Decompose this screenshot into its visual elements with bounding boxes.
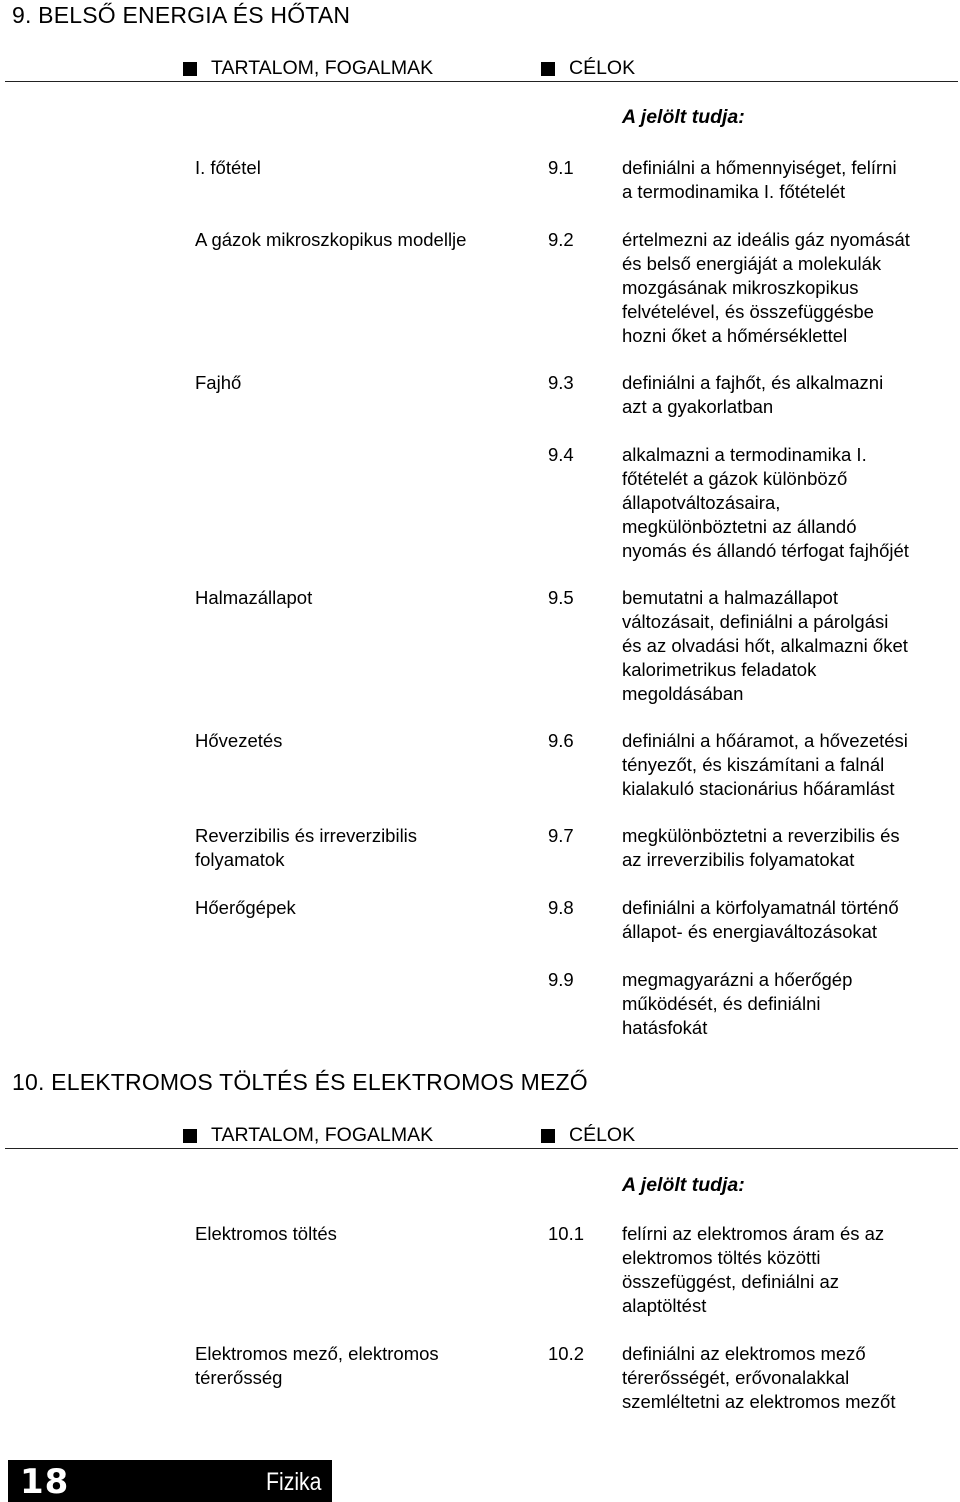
goal-text: nyomás és állandó térfogat fajhőjét [622, 540, 909, 561]
square-bullet-icon [183, 62, 197, 76]
goal-cell [622, 443, 957, 563]
topic-text: Halmazállapot [195, 587, 313, 608]
topic-cell [195, 156, 515, 180]
goal-text: megkülönböztetni az állandó [622, 516, 857, 537]
goal-text: azt a gyakorlatban [622, 396, 774, 417]
goal-number: 9.7 [548, 825, 574, 846]
goal-text: térerősségét, erővonalakkal [622, 1367, 850, 1388]
topic-text: Hővezetés [195, 730, 283, 751]
goal-cell [622, 729, 957, 801]
goal-cell [622, 586, 957, 706]
goal-number: 9.8 [548, 897, 574, 918]
column-header-label: TARTALOM, FOGALMAK [211, 57, 434, 79]
goal-text: bemutatni a halmazállapot [622, 587, 838, 608]
goal-text: definiálni a fajhőt, és alkalmazni [622, 372, 884, 393]
goal-text: főtételét a gázok különböző [622, 468, 848, 489]
goal-cell [622, 1222, 957, 1318]
goal-number: 9.2 [548, 229, 574, 250]
topic-cell [195, 1342, 515, 1390]
column-header-label: CÉLOK [569, 1124, 636, 1146]
goal-text: állapot- és energiaváltozásokat [622, 921, 878, 942]
topic-cell [195, 371, 515, 395]
topic-cell [195, 896, 515, 920]
goal-text: elektromos töltés közötti [622, 1247, 821, 1268]
goal-text: felvételével, és összefüggésbe [622, 301, 874, 322]
goal-text: változásait, definiálni a párolgási [622, 611, 889, 632]
goal-text: megoldásában [622, 683, 744, 704]
goal-text: és belső energiáját a molekulák [622, 253, 882, 274]
goal-number: 9.9 [548, 969, 574, 990]
goal-text: definiálni a hőáramot, a hővezetési [622, 730, 908, 751]
goal-cell [622, 896, 957, 944]
topic-cell [195, 228, 515, 252]
goal-text: megmagyarázni a hőerőgép [622, 969, 853, 990]
goal-text: definiálni az elektromos mező [622, 1343, 866, 1364]
goal-text: tényezőt, és kiszámítani a falnál [622, 754, 885, 775]
column-header-goals [541, 57, 635, 80]
goal-text: állapotváltozásaira, [622, 492, 781, 513]
page-footer [8, 1460, 332, 1502]
goal-text: összefüggést, definiálni az [622, 1271, 839, 1292]
topic-text: Hőerőgépek [195, 897, 296, 918]
column-header-label: TARTALOM, FOGALMAK [211, 1124, 434, 1146]
section-title: 9. BELSŐ ENERGIA ÉS HŐTAN [12, 2, 351, 28]
candidate-heading: A jelölt tudja: [622, 1174, 745, 1196]
goal-number: 10.2 [548, 1343, 585, 1364]
column-header-content [183, 1124, 433, 1147]
goal-text: kalorimetrikus feladatok [622, 659, 817, 680]
topic-text: Elektromos mező, elektromos [195, 1343, 439, 1364]
column-header-label: CÉLOK [569, 57, 636, 79]
goal-text: hatásfokát [622, 1017, 708, 1038]
topic-cell [195, 824, 515, 872]
goal-text: definiálni a hőmennyiséget, felírni [622, 157, 897, 178]
goal-text: értelmezni az ideális gáz nyomását [622, 229, 910, 250]
column-header-goals [541, 1124, 635, 1147]
square-bullet-icon [541, 1129, 555, 1143]
goal-text: az irreverzibilis folyamatokat [622, 849, 855, 870]
goal-number: 10.1 [548, 1223, 585, 1244]
topic-text: Elektromos töltés [195, 1223, 337, 1244]
topic-cell [195, 729, 515, 753]
goal-cell [622, 1342, 957, 1414]
header-rule [5, 81, 958, 82]
goal-text: megkülönböztetni a reverzibilis és [622, 825, 900, 846]
goal-text: szemléltetni az elektromos mezőt [622, 1391, 896, 1412]
goal-text: a termodinamika I. főtételét [622, 181, 846, 202]
page-number: 18 [20, 1462, 70, 1502]
square-bullet-icon [541, 62, 555, 76]
goal-number: 9.4 [548, 444, 574, 465]
goal-cell [622, 156, 957, 204]
goal-cell [622, 228, 957, 348]
goal-number: 9.5 [548, 587, 574, 608]
header-rule [5, 1148, 958, 1149]
section-title: 10. ELEKTROMOS TÖLTÉS ÉS ELEKTROMOS MEZŐ [12, 1069, 588, 1095]
goal-cell [622, 824, 957, 872]
subject-label: Fizika [266, 1468, 322, 1496]
goal-text: felírni az elektromos áram és az [622, 1223, 885, 1244]
goal-text: alaptöltést [622, 1295, 707, 1316]
goal-cell [622, 968, 957, 1040]
goal-text: alkalmazni a termodinamika I. [622, 444, 867, 465]
column-header-content [183, 57, 433, 80]
goal-number: 9.1 [548, 157, 574, 178]
goal-text: hozni őket a hőmérséklettel [622, 325, 848, 346]
goal-number: 9.3 [548, 372, 574, 393]
goal-text: definiálni a körfolyamatnál történő [622, 897, 899, 918]
topic-cell [195, 586, 515, 610]
candidate-heading: A jelölt tudja: [622, 106, 745, 128]
goal-text: mozgásának mikroszkopikus [622, 277, 859, 298]
goal-cell [622, 371, 957, 419]
square-bullet-icon [183, 1129, 197, 1143]
topic-text: térerősség [195, 1367, 283, 1388]
topic-cell [195, 1222, 515, 1246]
goal-text: kialakuló stacionárius hőáramlást [622, 778, 895, 799]
goal-number: 9.6 [548, 730, 574, 751]
topic-text: folyamatok [195, 849, 285, 870]
goal-text: működését, és definiálni [622, 993, 821, 1014]
topic-text: A gázok mikroszkopikus modellje [195, 229, 467, 250]
topic-text: Reverzibilis és irreverzibilis [195, 825, 418, 846]
topic-text: Fajhő [195, 372, 242, 393]
topic-text: I. főtétel [195, 157, 261, 178]
goal-text: és az olvadási hőt, alkalmazni őket [622, 635, 908, 656]
